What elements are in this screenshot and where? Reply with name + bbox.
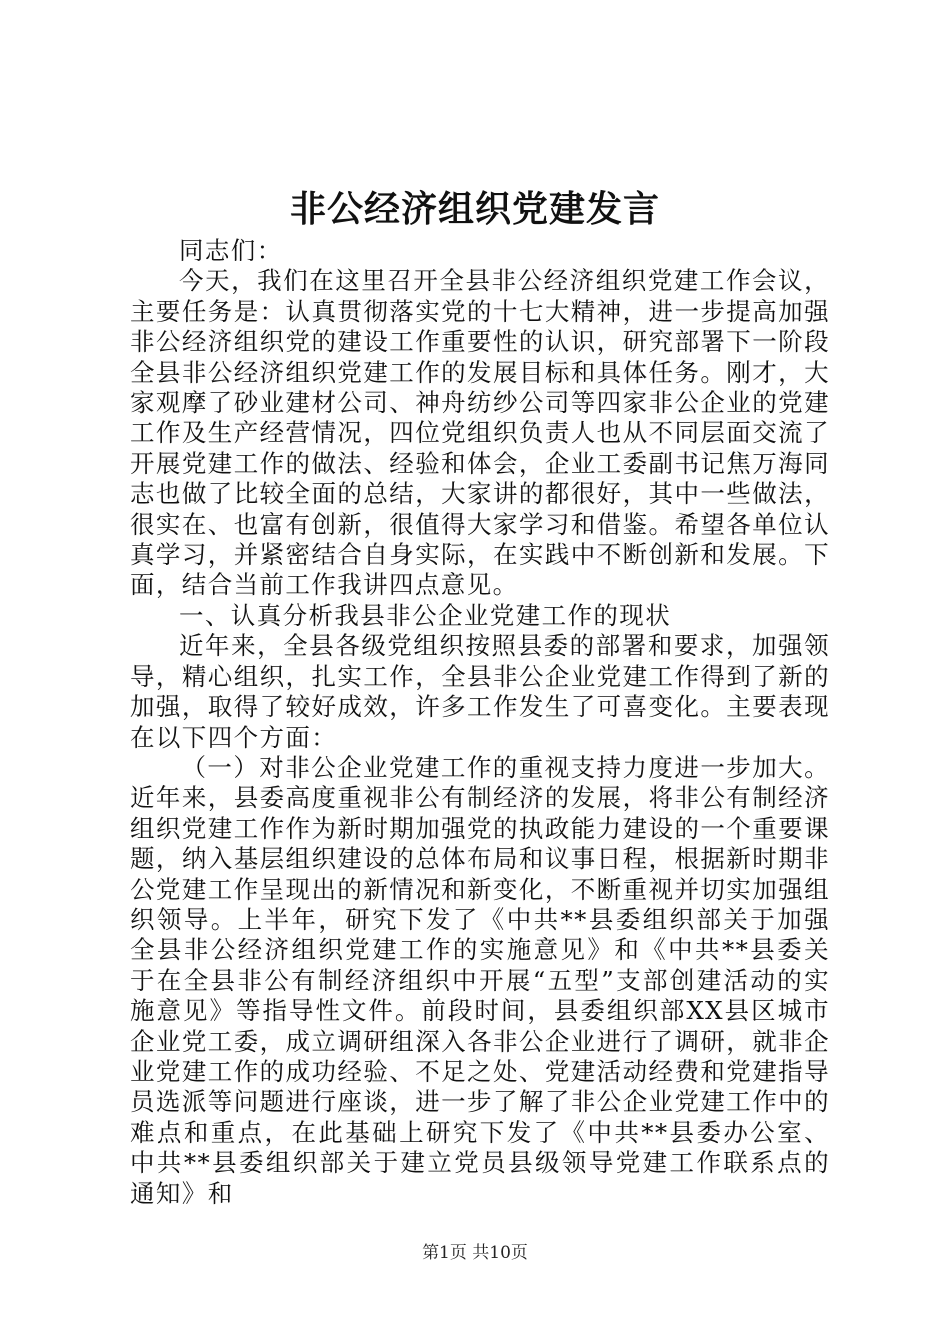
document-title: 非公经济组织党建发言 [289,188,660,230]
intro-paragraph: 今天，我们在这里召开全县非公经济组织党建工作会议，主要任务是：认真贯彻落实党的十七大精神，进一步提高加强非公经济组织党的建设工作重要性的认识，研究部署下一阶段全县非公经济组织党建工作的发展目标和具体任务。刚才，大家观摩了砂业建材公司、神舟纺纱公司等四家非公企业的党建工作及生产经营情况，四位党组织负责人也从不同层面交流了开展党建工作的做法、经验和体会，企业工委副书记焦万海同志也做了比较全面的总结，大家讲的都很好，其中一些做法，很实在、也富有创新，很值得大家学习和借鉴。希望各单位认真学习，并紧密结合自身实际，在实践中不断创新和发展。下面，结合当前工作我讲四点意见。 [130,266,830,600]
section-heading: 一、认真分析我县非公企业党建工作的现状 [179,600,672,630]
page-footer: 第1页 共10页 [422,1243,528,1263]
salutation-paragraph: 同志们： [179,236,283,265]
status-paragraph: 近年来，全县各级党组织按照县委的部署和要求，加强领导，精心组织，扎实工作，全县非公企业党建工作得到了新的加强，取得了较好成效，许多工作发生了可喜变化。主要表现在以下四个方面： [130,631,830,752]
document-body [130,236,830,1209]
subsection-paragraph: （一）对非公企业党建工作的重视支持力度进一步加大。近年来，县委高度重视非公有制经济的发展，将非公有制经济组织党建工作作为新时期加强党的执政能力建设的一个重要课题，纳入基层组织建设的总体布局和议事日程，根据新时期非公党建工作呈现出的新情况和新变化，不断重视并切实加强组织领导。上半年，研究下发了《中共**县委组织部关于加强全县非公经济组织党建工作的实施意见》和《中共**县委关于在全县非公有制经济组织中开展“五型”支部创建活动的实施意见》等指导性文件。前段时间，县委组织部XX县区城市企业党工委，成立调研组深入各非公企业进行了调研，就非企业党建工作的成功经验、不足之处、党建活动经费和党建指导员选派等问题进行座谈，进一步了解了非公企业党建工作中的难点和重点，在此基础上研究下发了《中共**县委办公室、中共**县委组织部关于建立党员县级领导党建工作联系点的通知》和 [130,752,830,1208]
